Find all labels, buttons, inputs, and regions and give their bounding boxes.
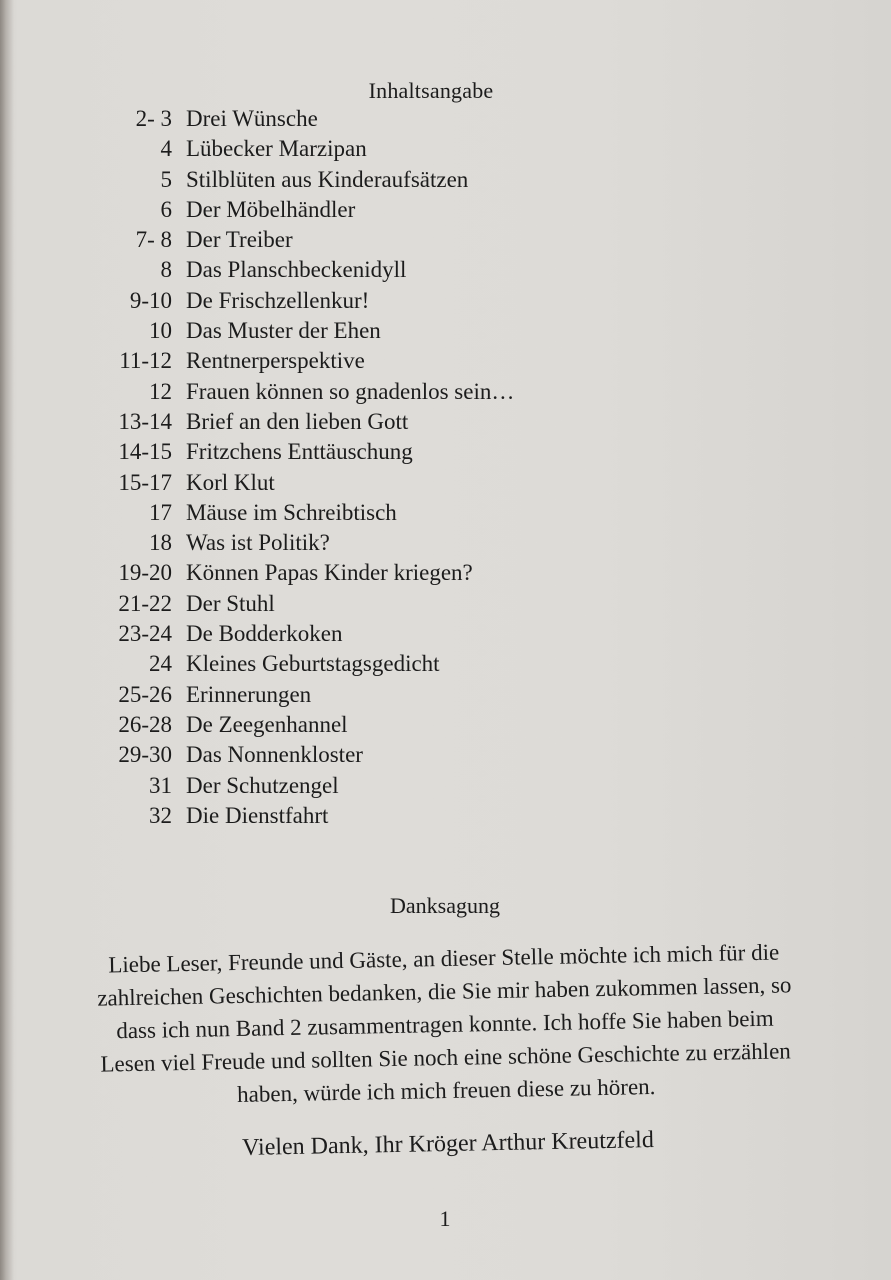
toc-entry bbox=[0, 346, 700, 376]
thanks-line: Liebe Leser, Freunde und Gäste, an dieser Stelle möchte ich mich für die bbox=[108, 939, 780, 978]
toc-entry bbox=[0, 165, 700, 195]
toc-entry-title: Das Nonnenkloster bbox=[186, 742, 363, 768]
thanks-line: dass ich nun Band 2 zusammentragen konnte. Ich hoffe Sie haben beim bbox=[116, 1005, 774, 1044]
toc-entry-title: Lübecker Marzipan bbox=[186, 136, 367, 162]
toc-entry-title: Der Schutzengel bbox=[186, 772, 339, 798]
toc-entry bbox=[0, 134, 700, 164]
toc-page-range: 19-20 bbox=[118, 560, 172, 586]
toc-entry bbox=[0, 680, 700, 710]
page-number: 1 bbox=[439, 1206, 451, 1231]
toc-entry-title: Korl Klut bbox=[186, 469, 275, 495]
toc-page-range: 29-30 bbox=[118, 742, 172, 768]
toc-page-range: 13-14 bbox=[118, 408, 172, 434]
toc-entry-title: Können Papas Kinder kriegen? bbox=[186, 560, 473, 586]
toc-page-range: 9-10 bbox=[129, 287, 172, 313]
toc-entry-title: Mäuse im Schreibtisch bbox=[186, 499, 397, 525]
toc-entry-title: Fritzchens Enttäuschung bbox=[186, 439, 413, 465]
toc-page-range: 15-17 bbox=[118, 469, 172, 495]
toc-entry bbox=[0, 377, 700, 407]
toc-entry bbox=[0, 740, 700, 770]
toc-entry-title: Die Dienstfahrt bbox=[186, 802, 329, 828]
thanks-line: zahlreichen Geschichten bedanken, die Sie mir haben zukommen lassen, so bbox=[97, 972, 792, 1011]
toc-page-range: 6 bbox=[160, 196, 172, 222]
toc-page-range: 31 bbox=[149, 772, 172, 798]
toc-entry-title: De Bodderkoken bbox=[186, 621, 343, 647]
toc-page-range: 5 bbox=[160, 166, 172, 192]
toc-entry-title: De Frischzellenkur! bbox=[186, 287, 370, 313]
toc-page-range: 10 bbox=[149, 318, 172, 344]
toc-page-range: 18 bbox=[149, 530, 172, 556]
toc-entry-title: Drei Wünsche bbox=[186, 106, 318, 131]
toc-entry bbox=[0, 710, 700, 740]
toc-entry-title: Der Möbelhändler bbox=[186, 196, 356, 222]
thanks-line: haben, würde ich mich freuen diese zu hören. bbox=[236, 1073, 656, 1108]
toc-page-range: 23-24 bbox=[118, 621, 172, 647]
toc-page-range: 7- 8 bbox=[135, 227, 172, 253]
toc-entry-title: Der Treiber bbox=[186, 227, 293, 253]
toc-entry bbox=[0, 801, 700, 831]
toc-entry-title: Der Stuhl bbox=[186, 590, 275, 616]
toc-title: Inhaltsangabe bbox=[368, 78, 494, 103]
toc-entry-title: Das Muster der Ehen bbox=[186, 318, 381, 344]
toc-entry-title: Frauen können so gnadenlos sein… bbox=[186, 378, 515, 404]
toc-entry bbox=[0, 528, 700, 558]
toc-page-range: 12 bbox=[149, 378, 172, 404]
toc-entry bbox=[0, 619, 700, 649]
toc-page-range: 32 bbox=[149, 802, 172, 828]
toc-page-range: 2- 3 bbox=[135, 106, 172, 131]
toc-page-range: 25-26 bbox=[118, 681, 172, 707]
toc-entry-title: Stilblüten aus Kinderaufsätzen bbox=[186, 166, 469, 192]
toc-entry-title: Rentnerperspektive bbox=[186, 348, 365, 374]
thanks-heading: Danksagung bbox=[390, 893, 500, 918]
toc-entry bbox=[0, 771, 700, 801]
toc-entry bbox=[0, 437, 700, 467]
toc-entry bbox=[0, 498, 700, 528]
toc-page-range: 21-22 bbox=[118, 590, 172, 616]
toc-entry bbox=[0, 255, 700, 285]
toc-entry bbox=[0, 558, 700, 588]
toc-entry-title: Das Planschbeckenidyll bbox=[186, 257, 407, 283]
toc-page-range: 17 bbox=[149, 499, 172, 525]
toc-entry bbox=[0, 286, 700, 316]
toc-entry bbox=[0, 468, 700, 498]
toc-entry-title: Kleines Geburtstagsgedicht bbox=[186, 651, 440, 677]
toc-entry-title: Erinnerungen bbox=[186, 681, 312, 707]
toc-entry bbox=[0, 589, 700, 619]
toc-entry-title: Was ist Politik? bbox=[186, 530, 330, 556]
toc-page-range: 11-12 bbox=[119, 348, 172, 374]
table-of-contents bbox=[0, 104, 700, 831]
toc-entry bbox=[0, 407, 700, 437]
thanks-paragraph bbox=[38, 934, 851, 1115]
toc-entry bbox=[0, 649, 700, 679]
toc-page-range: 14-15 bbox=[118, 439, 172, 465]
toc-page-range: 4 bbox=[160, 136, 172, 162]
toc-entry-title: Brief an den lieben Gott bbox=[186, 408, 409, 434]
toc-entry bbox=[0, 104, 700, 134]
toc-entry bbox=[0, 316, 700, 346]
thanks-line: Lesen viel Freude und sollten Sie noch eine schöne Geschichte zu erzählen bbox=[100, 1038, 792, 1077]
toc-page-range: 26-28 bbox=[118, 711, 172, 737]
toc-page-range: 8 bbox=[160, 257, 172, 283]
toc-entry-title: De Zeegenhannel bbox=[186, 711, 348, 737]
toc-entry bbox=[0, 225, 700, 255]
toc-page-range: 24 bbox=[149, 651, 172, 677]
toc-entry bbox=[0, 195, 700, 225]
signature-line: Vielen Dank, Ihr Kröger Arthur Kreutzfeld bbox=[241, 1127, 655, 1161]
